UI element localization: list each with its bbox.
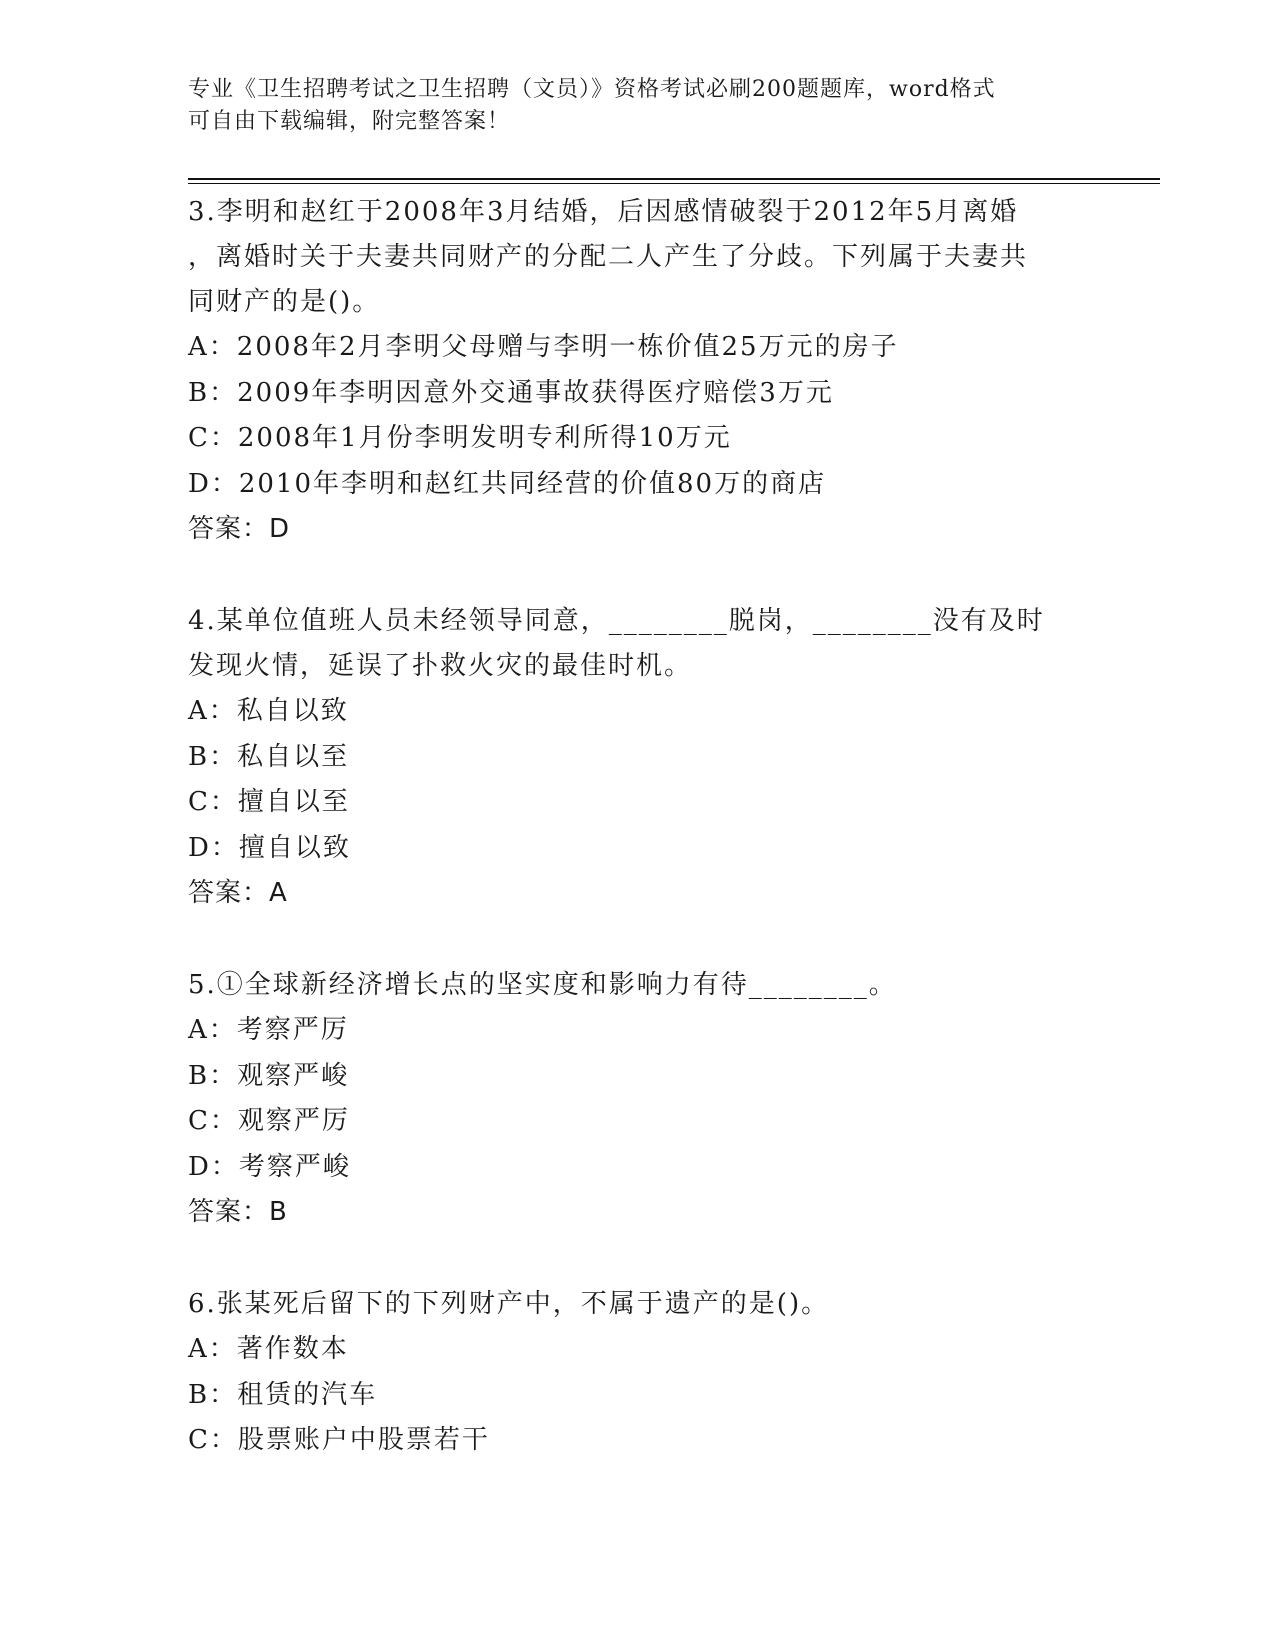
question-text-line: ，离婚时关于夫妻共同财产的分配二人产生了分歧。下列属于夫妻共 [188,242,1029,272]
question-text-line: 同财产的是()。 [188,287,381,317]
question-5 [188,963,1088,1235]
question-6 [188,1282,1088,1464]
option-a: A：考察严厉 [188,1015,349,1045]
option-b: B：2009年李明因意外交通事故获得医疗赔偿3万元 [188,377,834,408]
option-a: A：著作数本 [188,1334,349,1364]
option-a: A：私自以致 [188,696,349,726]
answer: 答案：D [188,514,291,544]
answer: 答案：A [188,878,288,908]
spacer [188,1235,1088,1282]
question-text-line: 发现火情，延误了扑救火灾的最佳时机。 [188,651,693,681]
spacer [188,552,1088,599]
option-d: D：擅自以致 [188,832,351,863]
question-text-line: 4.某单位值班人员未经领导同意，________脱岗，________没有及时 [188,606,1045,636]
question-text-line: 5.①全球新经济增长点的坚实度和影响力有待________。 [188,970,897,1000]
question-list [188,190,1088,1464]
page-header [188,74,1088,138]
option-d: D：考察严峻 [188,1151,351,1182]
option-c: C：擅自以至 [188,787,350,817]
option-c: C：2008年1月份李明发明专利所得10万元 [188,423,732,453]
option-b: B：私自以至 [188,741,350,772]
question-3 [188,190,1088,552]
option-d: D：2010年李明和赵红共同经营的价值80万的商店 [188,468,827,499]
answer: 答案：B [188,1197,288,1227]
option-b: B：观察严峻 [188,1060,350,1091]
option-b: B：租赁的汽车 [188,1379,378,1410]
header-line-2: 可自由下载编辑，附完整答案！ [188,109,511,134]
header-divider-thin [188,183,1160,184]
spacer [188,916,1088,963]
question-text-line: 6.张某死后留下的下列财产中，不属于遗产的是()。 [188,1289,830,1319]
option-c: C：观察严厉 [188,1106,350,1136]
option-c: C：股票账户中股票若干 [188,1425,490,1455]
option-a: A：2008年2月李明父母赠与李明一栋价值25万元的房子 [188,332,899,362]
header-line-1: 专业《卫生招聘考试之卫生招聘（文员）》资格考试必刷200题题库，word格式 [188,77,996,102]
question-text-line: 3.李明和赵红于2008年3月结婚，后因感情破裂于2012年5月离婚 [188,197,1019,227]
header-divider-thick [188,178,1160,180]
question-4 [188,599,1088,916]
